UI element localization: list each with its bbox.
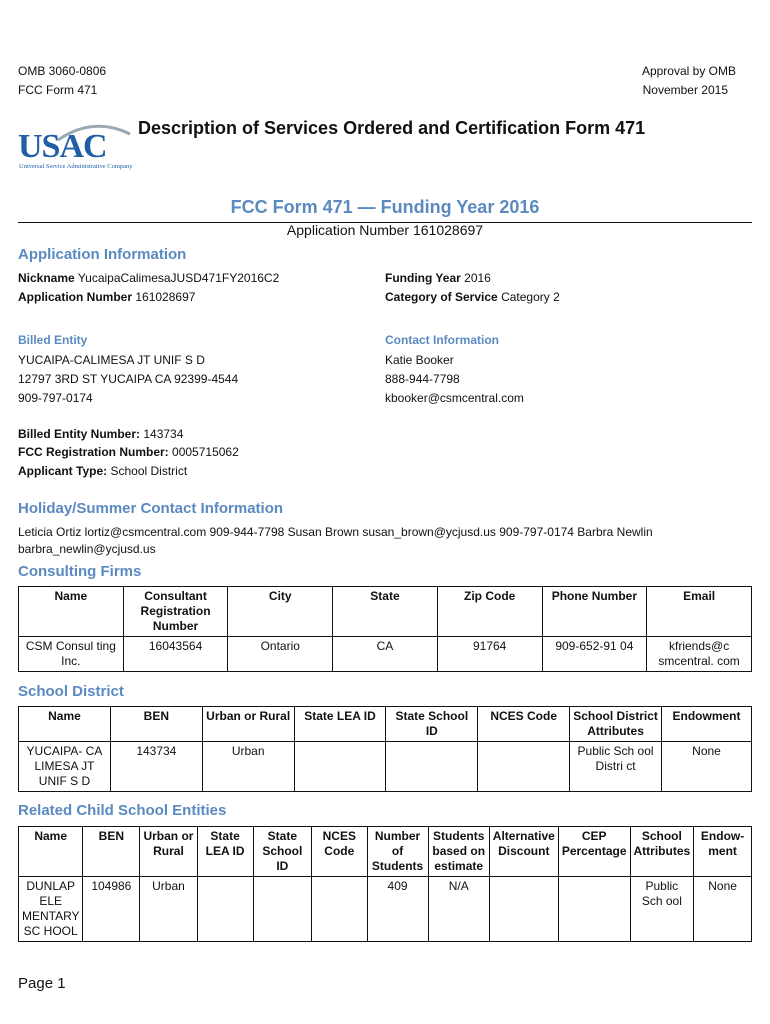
table-cell: None: [662, 742, 752, 792]
col-header: Endowment: [662, 707, 752, 742]
district-header-row: [19, 707, 752, 742]
holiday-line-1: Leticia Ortiz lortiz@csmcentral.com 909-944-7798 Susan Brown susan_brown@ycjusd.us 909-797-0174 Barbra Newlin: [18, 525, 653, 539]
logo-text: USAC: [18, 128, 107, 165]
table-cell: [386, 742, 478, 792]
col-header: CEP Percentage: [558, 827, 630, 877]
table-cell: Public Sch ool Distri ct: [570, 742, 662, 792]
fcc-reg-value: 0005715062: [172, 445, 239, 459]
col-header: NCES Code: [312, 827, 367, 877]
contact-email: kbooker@csmcentral.com: [385, 391, 524, 405]
funding-year-value: 2016: [464, 271, 491, 285]
consulting-header-row: [19, 587, 752, 637]
fcc-reg-label: FCC Registration Number:: [18, 445, 169, 459]
col-header: Endow- ment: [694, 827, 752, 877]
table-cell: Urban: [202, 742, 294, 792]
table-cell: Public Sch ool: [630, 877, 694, 942]
billed-entity-address: 12797 3RD ST YUCAIPA CA 92399-4544: [18, 372, 239, 386]
col-header: Urban or Rural: [140, 827, 197, 877]
category-value: Category 2: [501, 290, 560, 304]
logo-subtext: Universal Service Administrative Company: [19, 163, 133, 170]
col-header: NCES Code: [478, 707, 570, 742]
ben-value: 143734: [143, 427, 184, 441]
table-cell: Urban: [140, 877, 197, 942]
ben-label: Billed Entity Number:: [18, 427, 141, 441]
table-cell: 91764: [437, 637, 542, 672]
funding-year-line: [385, 269, 491, 288]
table-cell: 909-652-91 04: [542, 637, 647, 672]
table-row: [19, 877, 752, 942]
omb-number: OMB 3060-0806: [18, 64, 107, 78]
table-cell: [489, 877, 558, 942]
table-cell: 16043564: [123, 637, 228, 672]
col-header: Number of Students: [367, 827, 428, 877]
category-label: Category of Service: [385, 290, 498, 304]
table-cell: [197, 877, 253, 942]
table-cell: 143734: [110, 742, 202, 792]
col-header: BEN: [110, 707, 202, 742]
billed-entity-name: YUCAIPA-CALIMESA JT UNIF S D: [18, 353, 205, 367]
usac-logo: [18, 118, 134, 174]
contact-heading: Contact Information: [385, 333, 499, 347]
approval-label: Approval by OMB: [641, 64, 736, 78]
table-cell: DUNLAP ELE MENTARY SC HOOL: [19, 877, 83, 942]
col-header: Email: [647, 587, 752, 637]
applicant-type-line: [18, 462, 187, 481]
contact-name: Katie Booker: [385, 353, 454, 367]
nickname-value: YucaipaCalimesaJUSD471FY2016C2: [77, 271, 280, 285]
billed-entity-phone: 909-797-0174: [18, 391, 93, 405]
application-number-line: Application Number 161028697: [286, 222, 484, 238]
col-header: Alternative Discount: [489, 827, 558, 877]
col-header: State School ID: [253, 827, 312, 877]
col-header: Name: [19, 707, 111, 742]
table-cell: 409: [367, 877, 428, 942]
col-header: Phone Number: [542, 587, 647, 637]
table-row: [19, 637, 752, 672]
table-cell: YUCAIPA- CA LIMESA JT UNIF S D: [19, 742, 111, 792]
holiday-heading: Holiday/Summer Contact Information: [18, 500, 284, 517]
district-heading: School District: [18, 683, 124, 700]
document-title: Description of Services Ordered and Certification Form 471: [138, 118, 646, 138]
page-number: Page 1: [18, 975, 66, 992]
nickname-line: [18, 269, 279, 288]
consulting-table: [18, 586, 752, 672]
table-row: [19, 742, 752, 792]
col-header: Name: [19, 827, 83, 877]
col-header: Zip Code: [437, 587, 542, 637]
col-header: Name: [19, 587, 124, 637]
contact-phone: 888-944-7798: [385, 372, 460, 386]
fcc-reg-line: [18, 443, 239, 462]
col-header: Consultant Registration Number: [123, 587, 228, 637]
application-info-heading: Application Information: [18, 246, 187, 263]
approval-date: November 2015: [642, 83, 728, 97]
table-cell: None: [694, 877, 752, 942]
applicant-type-label: Applicant Type:: [18, 464, 108, 478]
billed-entity-heading: Billed Entity: [18, 333, 88, 347]
holiday-line-2: barbra_newlin@ycjusd.us: [18, 542, 156, 556]
nickname-label: Nickname: [18, 271, 75, 285]
table-cell: kfriends@c smcentral. com: [647, 637, 752, 672]
table-cell: CA: [333, 637, 438, 672]
col-header: State LEA ID: [294, 707, 386, 742]
applicant-type-value: School District: [110, 464, 188, 478]
col-header: State School ID: [386, 707, 478, 742]
child-heading: Related Child School Entities: [18, 802, 227, 819]
district-table: [18, 706, 752, 792]
fcc-form-title: FCC Form 471 — Funding Year 2016: [230, 197, 540, 217]
table-cell: Ontario: [228, 637, 333, 672]
table-cell: CSM Consul ting Inc.: [19, 637, 124, 672]
category-line: [385, 288, 560, 307]
table-cell: N/A: [428, 877, 489, 942]
child-table: [18, 826, 752, 942]
child-header-row: [19, 827, 752, 877]
funding-year-label: Funding Year: [385, 271, 461, 285]
ben-line: [18, 425, 183, 444]
app-number-value: 161028697: [135, 290, 196, 304]
table-cell: [253, 877, 312, 942]
col-header: Students based on estimate: [428, 827, 489, 877]
table-cell: [558, 877, 630, 942]
col-header: School District Attributes: [570, 707, 662, 742]
col-header: Urban or Rural: [202, 707, 294, 742]
table-cell: 104986: [83, 877, 140, 942]
form-number: FCC Form 471: [18, 83, 98, 97]
col-header: City: [228, 587, 333, 637]
table-cell: [294, 742, 386, 792]
app-number-line: [18, 288, 195, 307]
col-header: State: [333, 587, 438, 637]
consulting-heading: Consulting Firms: [18, 563, 142, 580]
col-header: School Attributes: [630, 827, 694, 877]
table-cell: [478, 742, 570, 792]
col-header: State LEA ID: [197, 827, 253, 877]
table-cell: [312, 877, 367, 942]
col-header: BEN: [83, 827, 140, 877]
app-number-label: Application Number: [18, 290, 133, 304]
